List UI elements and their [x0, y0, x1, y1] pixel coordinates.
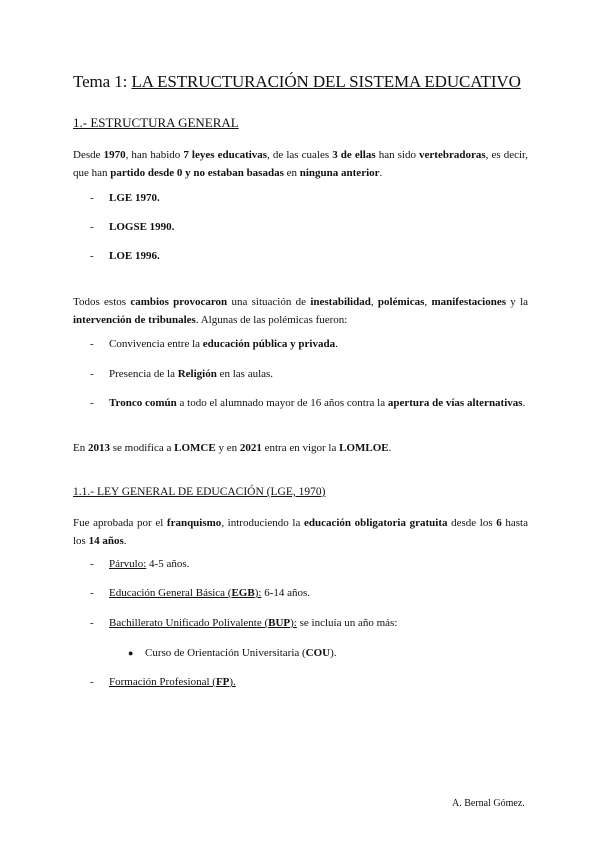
list-item-stage: [90, 586, 528, 600]
stage-acronym: EGB: [231, 587, 255, 599]
list-item-stage: [90, 616, 528, 630]
dash-bullet: -: [90, 397, 94, 409]
law-label: LGE 1970.: [109, 192, 160, 204]
stage-name: Educación General Básica (: [109, 587, 232, 599]
text: . Algunas de las polémicas fueron:: [195, 314, 348, 326]
title-main: LA ESTRUCTURACIÓN DEL SISTEMA EDUCATIVO: [131, 72, 521, 91]
text: a todo el alumnado mayor de 16 años contra la: [176, 397, 388, 409]
bold-text: apertura de vías alternativas: [387, 397, 523, 409]
bold-text: cambios provocaron: [130, 296, 228, 308]
list-item-law: [90, 191, 528, 205]
stage-acronym: FP: [215, 676, 230, 688]
text: desde los: [447, 517, 497, 529]
dash-bullet: -: [90, 192, 94, 204]
text: , han habido: [125, 149, 184, 161]
text: hasta los: [73, 517, 528, 547]
bold-text: educación pública y privada: [202, 338, 336, 350]
bold-text: educación obligatoria gratuita: [303, 517, 448, 529]
bold-text: manifestaciones: [431, 296, 506, 308]
text: se incluía un año más:: [296, 617, 398, 629]
stage-name: Formación Profesional (: [109, 676, 216, 688]
bold-text: COU: [305, 647, 331, 659]
text: , de las cuales: [267, 149, 333, 161]
text: ,: [370, 296, 378, 308]
list-item-polemic: [90, 396, 528, 410]
author-footer: A. Bernal Gómez.: [452, 798, 525, 809]
bold-text: LOMLOE: [339, 442, 389, 454]
dash-bullet: -: [90, 558, 94, 570]
bold-text: Religión: [177, 368, 217, 380]
dash-bullet: -: [90, 338, 94, 350]
text: Todos estos: [73, 296, 131, 308]
text: 6-14 años.: [261, 587, 311, 599]
text: En: [73, 442, 88, 454]
text: han sido: [375, 149, 420, 161]
text: Fue aprobada por el: [73, 517, 167, 529]
bullet-dot-icon: ●: [128, 648, 134, 658]
bold-text: franquismo: [166, 517, 222, 529]
text: ,: [424, 296, 432, 308]
bold-text: 2013: [87, 442, 110, 454]
text: en las aulas.: [216, 368, 274, 380]
text: Presencia de la: [109, 368, 178, 380]
stage-name: Bachillerato Unificado Polivalente (: [109, 617, 269, 629]
law-label: LOE 1996.: [109, 250, 160, 262]
text: , introduciendo la: [221, 517, 304, 529]
bold-text: LOMCE: [174, 442, 216, 454]
bold-text: vertebradoras: [419, 149, 486, 161]
bold-text: 6: [496, 517, 502, 529]
law-label: LOGSE 1990.: [109, 221, 175, 233]
stage-acronym: BUP: [268, 617, 291, 629]
bold-text: 14 años: [88, 535, 124, 547]
bold-text: ninguna anterior: [299, 167, 380, 179]
bold-text: 3 de ellas: [332, 149, 376, 161]
list-item-stage: [90, 675, 528, 689]
list-item-polemic: [90, 367, 528, 381]
text: , es decir, que han: [73, 149, 528, 179]
bold-text: 7 leyes educativas: [183, 149, 268, 161]
polemics-paragraph: [73, 293, 528, 329]
page-title: [73, 72, 543, 92]
text: Curso de Orientación Universitaria (: [145, 647, 306, 659]
stage-name: Párvulo:: [109, 558, 147, 570]
dash-bullet: -: [90, 676, 94, 688]
text: entra en vigor la: [261, 442, 340, 454]
text: .: [123, 535, 127, 547]
list-item-polemic: [90, 337, 528, 351]
dash-bullet: -: [90, 250, 94, 262]
text: ).: [330, 647, 337, 659]
dash-bullet: -: [90, 368, 94, 380]
text: en: [283, 167, 300, 179]
dash-bullet: -: [90, 587, 94, 599]
text: .: [388, 442, 392, 454]
text: .: [379, 167, 383, 179]
bold-text: intervención de tribunales: [73, 314, 196, 326]
bold-text: 2021: [239, 442, 262, 454]
section-heading-estructura: 1.- ESTRUCTURA GENERAL: [73, 115, 239, 130]
bold-text: inestabilidad: [310, 296, 371, 308]
bold-text: Tronco común: [109, 397, 177, 409]
dash-bullet: -: [90, 617, 94, 629]
text: y en: [215, 442, 240, 454]
text: Convivencia entre la: [109, 338, 203, 350]
text: .: [522, 397, 526, 409]
stage-name: ).: [229, 676, 236, 688]
reforms-paragraph: [73, 439, 528, 457]
text: .: [335, 338, 338, 350]
bold-text: partido desde 0 y no estaban basadas: [110, 167, 284, 179]
text: Desde: [73, 149, 104, 161]
list-item-law: [90, 220, 528, 234]
bold-text: 1970: [103, 149, 126, 161]
dash-bullet: -: [90, 221, 94, 233]
intro-paragraph: [73, 146, 528, 182]
list-item-law: [90, 249, 528, 263]
stage-name: ):: [254, 587, 262, 599]
bold-text: polémicas: [377, 296, 425, 308]
text: se modifica a: [109, 442, 175, 454]
lge-paragraph: [73, 514, 528, 550]
list-item-stage: [90, 557, 528, 571]
text: 4-5 años.: [146, 558, 190, 570]
section-heading-lge: 1.1.- LEY GENERAL DE EDUCACIÓN (LGE, 1970): [73, 486, 326, 498]
stage-name: ):: [290, 617, 297, 629]
text: una situación de: [227, 296, 311, 308]
title-prefix: Tema 1:: [73, 72, 132, 91]
sub-list-item-cou: [128, 646, 528, 660]
text: y la: [505, 296, 529, 308]
